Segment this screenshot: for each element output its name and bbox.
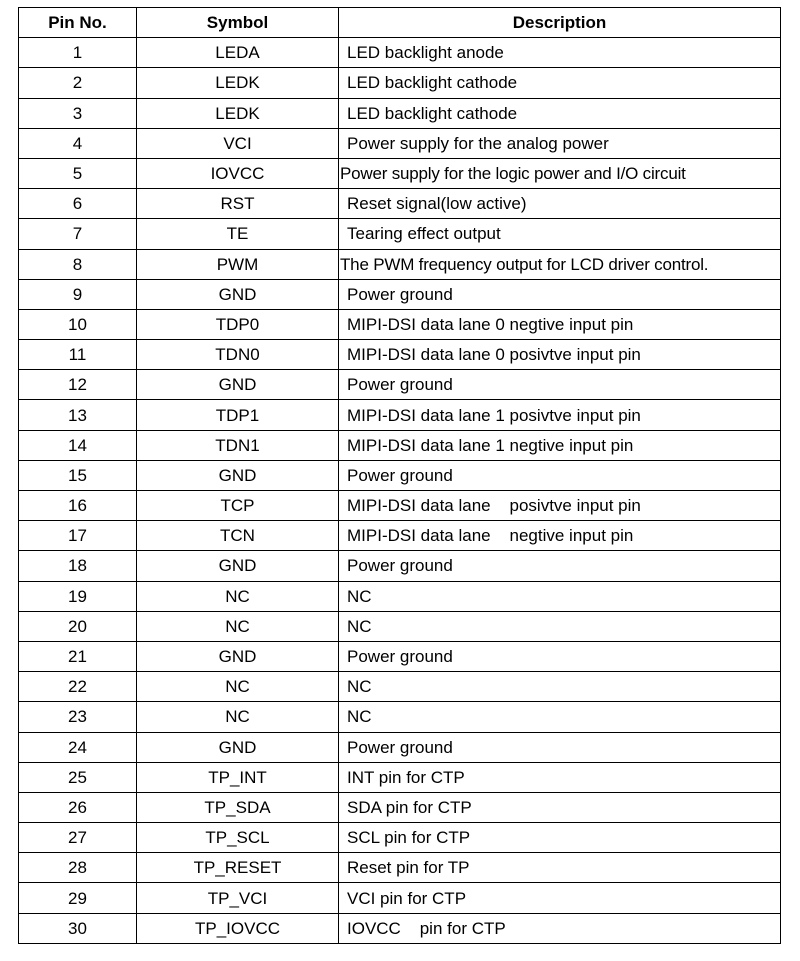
description-cell: IOVCC pin for CTP (339, 913, 781, 943)
symbol-cell: VCI (137, 128, 339, 158)
table-row (19, 581, 781, 611)
table-row (19, 68, 781, 98)
table-row (19, 38, 781, 68)
pin-number-cell: 10 (19, 309, 137, 339)
pin-number-cell: 11 (19, 340, 137, 370)
description-cell: MIPI-DSI data lane 0 posivtve input pin (339, 340, 781, 370)
pin-number-cell: 22 (19, 672, 137, 702)
pin-number-cell: 12 (19, 370, 137, 400)
table-row (19, 732, 781, 762)
table-row (19, 370, 781, 400)
pin-number-cell: 1 (19, 38, 137, 68)
table-row (19, 400, 781, 430)
pin-number-cell: 17 (19, 521, 137, 551)
pin-number-cell: 24 (19, 732, 137, 762)
description-cell: Power ground (339, 279, 781, 309)
pin-number-cell: 2 (19, 68, 137, 98)
pin-number-cell: 7 (19, 219, 137, 249)
symbol-cell: GND (137, 370, 339, 400)
symbol-cell: GND (137, 732, 339, 762)
pin-number-cell: 27 (19, 823, 137, 853)
symbol-cell: TP_IOVCC (137, 913, 339, 943)
pin-number-cell: 5 (19, 158, 137, 188)
pin-number-cell: 23 (19, 702, 137, 732)
description-cell: Power supply for the logic power and I/O circuit (339, 158, 781, 188)
table-row (19, 309, 781, 339)
symbol-cell: LEDA (137, 38, 339, 68)
symbol-cell: NC (137, 581, 339, 611)
table-row (19, 340, 781, 370)
description-cell: MIPI-DSI data lane 1 posivtve input pin (339, 400, 781, 430)
pin-number-cell: 19 (19, 581, 137, 611)
table-row (19, 702, 781, 732)
table-row (19, 98, 781, 128)
symbol-cell: GND (137, 641, 339, 671)
pin-assignment-table (18, 7, 781, 944)
pin-number-cell: 29 (19, 883, 137, 913)
description-cell: NC (339, 672, 781, 702)
symbol-cell: TP_RESET (137, 853, 339, 883)
table-row (19, 430, 781, 460)
table-row (19, 460, 781, 490)
symbol-cell: TE (137, 219, 339, 249)
table-row (19, 521, 781, 551)
table-row (19, 249, 781, 279)
description-cell: LED backlight cathode (339, 98, 781, 128)
description-cell: NC (339, 702, 781, 732)
symbol-cell: LEDK (137, 98, 339, 128)
table-row (19, 551, 781, 581)
symbol-cell: GND (137, 279, 339, 309)
symbol-cell: PWM (137, 249, 339, 279)
description-cell: Power ground (339, 370, 781, 400)
table-body (19, 38, 781, 944)
description-cell: Reset pin for TP (339, 853, 781, 883)
description-cell: LED backlight anode (339, 38, 781, 68)
description-cell: Power ground (339, 460, 781, 490)
symbol-cell: NC (137, 611, 339, 641)
symbol-cell: TDN1 (137, 430, 339, 460)
pin-number-cell: 25 (19, 762, 137, 792)
pin-number-cell: 18 (19, 551, 137, 581)
symbol-cell: GND (137, 460, 339, 490)
pin-number-cell: 14 (19, 430, 137, 460)
table-row (19, 491, 781, 521)
symbol-cell: TCN (137, 521, 339, 551)
description-cell: VCI pin for CTP (339, 883, 781, 913)
table-row (19, 913, 781, 943)
description-cell: SCL pin for CTP (339, 823, 781, 853)
pin-number-cell: 15 (19, 460, 137, 490)
table-row (19, 762, 781, 792)
description-cell: Tearing effect output (339, 219, 781, 249)
description-cell: MIPI-DSI data lane 0 negtive input pin (339, 309, 781, 339)
symbol-cell: NC (137, 702, 339, 732)
table-row (19, 219, 781, 249)
description-cell: SDA pin for CTP (339, 792, 781, 822)
pin-number-cell: 9 (19, 279, 137, 309)
symbol-cell: TDN0 (137, 340, 339, 370)
table-row (19, 128, 781, 158)
table-row (19, 158, 781, 188)
header-symbol: Symbol (137, 8, 339, 38)
pin-number-cell: 13 (19, 400, 137, 430)
symbol-cell: TDP1 (137, 400, 339, 430)
description-cell: MIPI-DSI data lane 1 negtive input pin (339, 430, 781, 460)
symbol-cell: LEDK (137, 68, 339, 98)
description-cell: MIPI-DSI data lane posivtve input pin (339, 491, 781, 521)
symbol-cell: TP_SCL (137, 823, 339, 853)
pin-number-cell: 26 (19, 792, 137, 822)
description-cell: NC (339, 611, 781, 641)
pin-number-cell: 28 (19, 853, 137, 883)
table-row (19, 641, 781, 671)
description-cell: INT pin for CTP (339, 762, 781, 792)
symbol-cell: IOVCC (137, 158, 339, 188)
description-cell: LED backlight cathode (339, 68, 781, 98)
table-row (19, 611, 781, 641)
description-cell: The PWM frequency output for LCD driver control. (339, 249, 781, 279)
symbol-cell: TDP0 (137, 309, 339, 339)
header-row (19, 8, 781, 38)
table-row (19, 189, 781, 219)
symbol-cell: RST (137, 189, 339, 219)
table-row (19, 853, 781, 883)
symbol-cell: TCP (137, 491, 339, 521)
symbol-cell: TP_INT (137, 762, 339, 792)
pin-number-cell: 20 (19, 611, 137, 641)
table-row (19, 823, 781, 853)
pin-number-cell: 8 (19, 249, 137, 279)
table-row (19, 883, 781, 913)
symbol-cell: TP_VCI (137, 883, 339, 913)
description-cell: Power ground (339, 641, 781, 671)
header-description: Description (339, 8, 781, 38)
pin-number-cell: 16 (19, 491, 137, 521)
header-pin-no: Pin No. (19, 8, 137, 38)
description-cell: Reset signal(low active) (339, 189, 781, 219)
description-cell: NC (339, 581, 781, 611)
table-row (19, 279, 781, 309)
table-row (19, 672, 781, 702)
pin-number-cell: 4 (19, 128, 137, 158)
description-cell: Power supply for the analog power (339, 128, 781, 158)
pin-number-cell: 21 (19, 641, 137, 671)
pin-number-cell: 30 (19, 913, 137, 943)
pin-number-cell: 3 (19, 98, 137, 128)
symbol-cell: GND (137, 551, 339, 581)
symbol-cell: NC (137, 672, 339, 702)
pin-number-cell: 6 (19, 189, 137, 219)
description-cell: Power ground (339, 551, 781, 581)
symbol-cell: TP_SDA (137, 792, 339, 822)
table-header (19, 8, 781, 38)
description-cell: Power ground (339, 732, 781, 762)
description-cell: MIPI-DSI data lane negtive input pin (339, 521, 781, 551)
table-row (19, 792, 781, 822)
